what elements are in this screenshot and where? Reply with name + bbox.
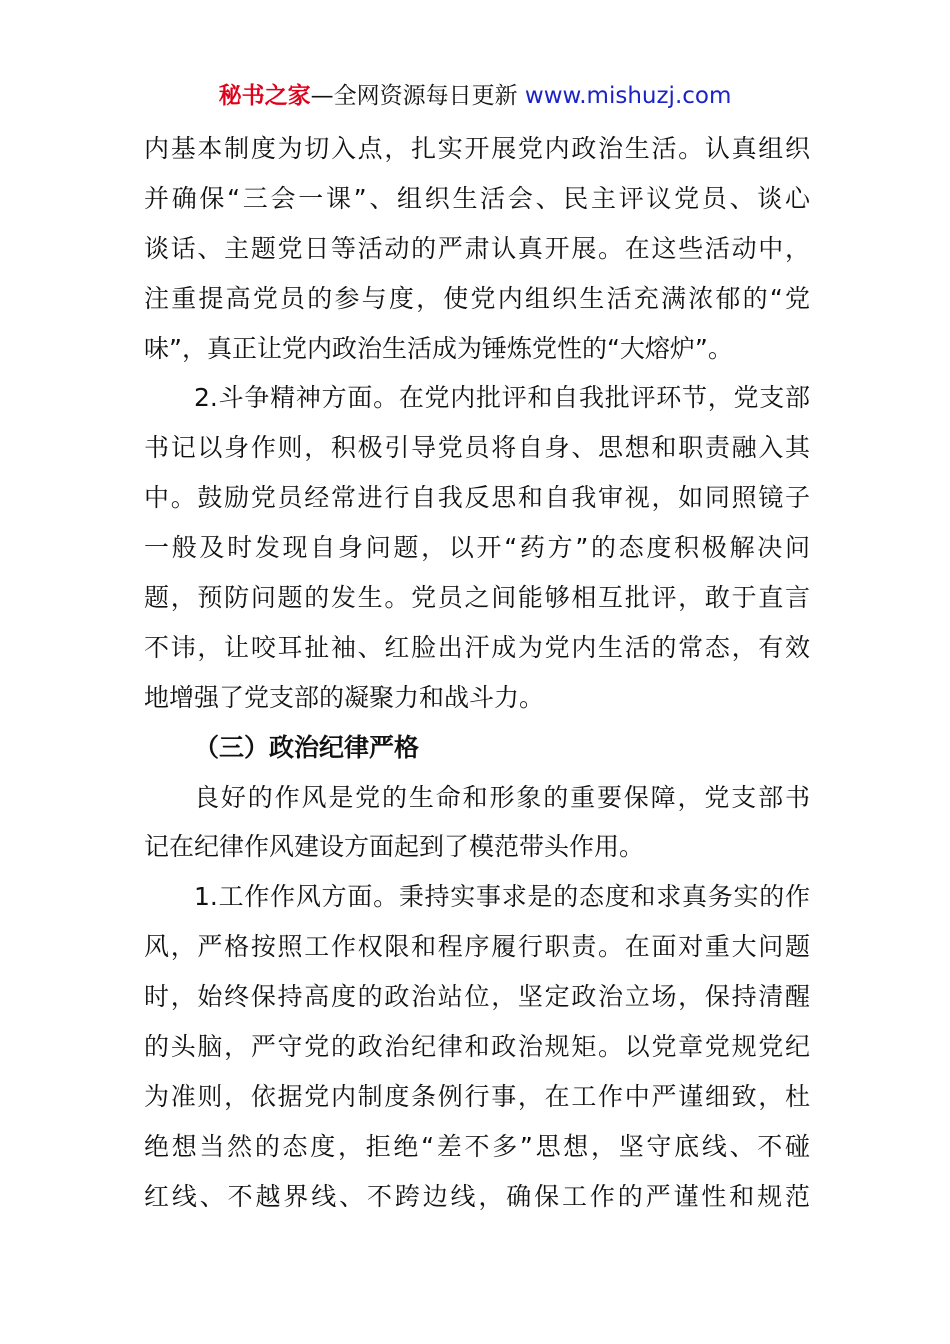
text-line: 内基本制度为切入点，扎实开展党内政治生活。认真组织 [144,134,810,163]
text-line: 注重提高党员的参与度，使党内组织生活充满浓郁的“党 [144,283,810,313]
paragraph-start-line: 1.工作作风方面。秉持实事求是的态度和求真务实的作 [194,882,810,912]
header-slogan: —全网资源每日更新 [310,83,518,109]
text-line: 红线、不越界线、不跨边线，确保工作的严谨性和规范 [144,1181,810,1211]
text-line: 谈话、主题党日等活动的严肃认真开展。在这些活动中， [144,233,810,263]
text-line: 绝想当然的态度，拒绝“差不多”思想，坚守底线、不碰 [144,1131,810,1161]
document-body [144,124,810,1222]
brand-name: 秘书之家 [218,83,311,109]
page-header [0,80,950,112]
text-line: 书记以身作则，积极引导党员将自身、思想和职责融入其 [144,433,810,463]
text-line: 为准则，依据党内制度条例行事，在工作中严谨细致，杜 [144,1081,810,1111]
text-line: 地增强了党支部的凝聚力和战斗力。 [144,682,545,712]
text-line: 风，严格按照工作权限和程序履行职责。在面对重大问题 [144,932,810,962]
text-line: 的头脑，严守党的政治纪律和政治规矩。以党章党规党纪 [144,1032,810,1062]
text-line: 味”，真正让党内政治生活成为锤炼党性的“大熔炉”。 [144,333,733,363]
header-url[interactable]: www.mishuzj.com [524,83,732,109]
text-line: 一般及时发现自身问题，以开“药方”的态度积极解决问 [144,533,810,563]
text-line: 题，预防问题的发生。党员之间能够相互批评，敢于直言 [144,583,810,613]
text-line: 并确保“三会一课”、组织生活会、民主评议党员、谈心 [144,183,810,213]
paragraph-start-line: 良好的作风是党的生命和形象的重要保障，党支部书 [194,782,810,812]
section-heading: （三）政治纪律严格 [194,732,420,762]
paragraph-start-line: 2.斗争精神方面。在党内批评和自我批评环节，党支部 [194,383,810,413]
text-line: 时，始终保持高度的政治站位，坚定政治立场，保持清醒 [144,982,810,1012]
text-line: 中。鼓励党员经常进行自我反思和自我审视，如同照镜子 [144,483,810,513]
text-line: 不讳，让咬耳扯袖、红脸出汗成为党内生活的常态，有效 [144,632,810,662]
text-line: 记在纪律作风建设方面起到了模范带头作用。 [144,832,645,862]
